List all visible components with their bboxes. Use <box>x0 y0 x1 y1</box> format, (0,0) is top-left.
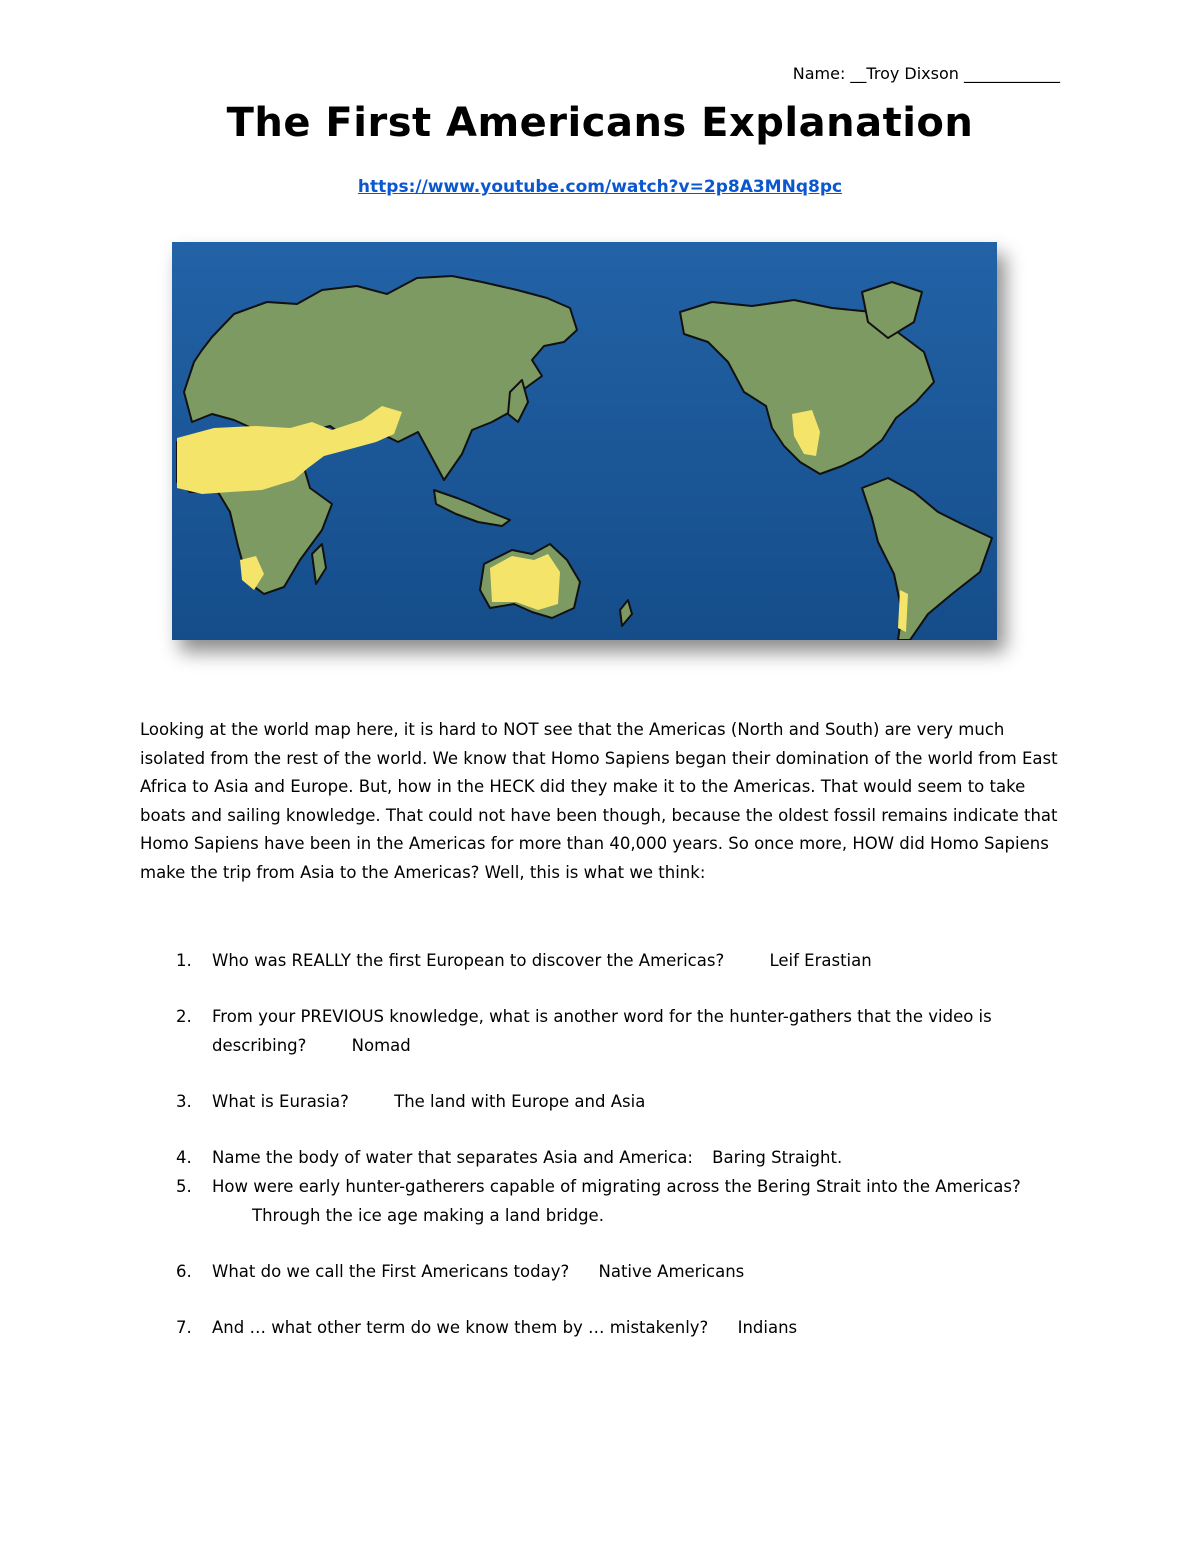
question-number: 2. <box>176 1007 192 1026</box>
world-map-svg <box>172 242 997 640</box>
answer-text: Native Americans <box>598 1262 745 1281</box>
question-item <box>140 1002 1065 1060</box>
question-text: Name the body of water that separates Asia and America: <box>212 1148 693 1167</box>
question-number: 1. <box>176 951 192 970</box>
question-text: What do we call the First Americans today? <box>212 1262 570 1281</box>
name-value: __Troy Dixson ____________ <box>850 64 1060 83</box>
question-text: How were early hunter-gatherers capable of migrating across the Bering Strait into the Americas? <box>212 1177 1021 1196</box>
question-text: And … what other term do we know them by … mistakenly? <box>212 1318 709 1337</box>
question-number: 5. <box>176 1177 192 1196</box>
question-item <box>140 1313 1065 1342</box>
question-number: 4. <box>176 1148 192 1167</box>
question-item <box>140 1257 1065 1286</box>
question-item <box>140 1087 1065 1116</box>
name-label: Name: <box>792 64 846 83</box>
name-line <box>793 64 1060 83</box>
question-number: 3. <box>176 1092 192 1111</box>
page-title: The First Americans Explanation <box>226 100 974 146</box>
question-number: 7. <box>176 1318 192 1337</box>
answer-text: Nomad <box>351 1036 411 1055</box>
question-number: 6. <box>176 1262 192 1281</box>
question-item <box>140 1143 1065 1172</box>
answer-text: The land with Europe and Asia <box>394 1092 646 1111</box>
question-text: Who was REALLY the first European to discover the Americas? <box>212 951 725 970</box>
answer-text: Through the ice age making a land bridge. <box>252 1206 604 1225</box>
question-list <box>140 946 1065 1342</box>
question-text: From your PREVIOUS knowledge, what is another word for the hunter-gathers that the video is describing? <box>212 1007 992 1055</box>
question-item <box>140 946 1065 975</box>
australian-desert <box>490 554 560 610</box>
answer-text: Baring Straight. <box>712 1148 843 1167</box>
question-text: What is Eurasia? <box>212 1092 349 1111</box>
intro-paragraph: Looking at the world map here, it is hard to NOT see that the Americas (North and South) are very much isolated from the rest of the world. We know that Homo Sapiens began their domination of the world from East Africa to Asia and Europe. But, how in the HECK did they make it to the Americas. That would seem to take boats and sailing knowledge. That could not have been though, because the oldest fossil remains indicate that Homo Sapiens have been in the Americas for more than 40,000 years. So once more, HOW did Homo Sapiens make the trip from Asia to the Americas? Well, this is what we think: <box>140 720 1058 882</box>
answer-text: Indians <box>737 1318 798 1337</box>
world-map <box>172 242 997 640</box>
video-link[interactable]: https://www.youtube.com/watch?v=2p8A3MNq8pc <box>357 177 843 197</box>
question-item <box>140 1172 1065 1230</box>
answer-text: Leif Erastian <box>769 951 872 970</box>
